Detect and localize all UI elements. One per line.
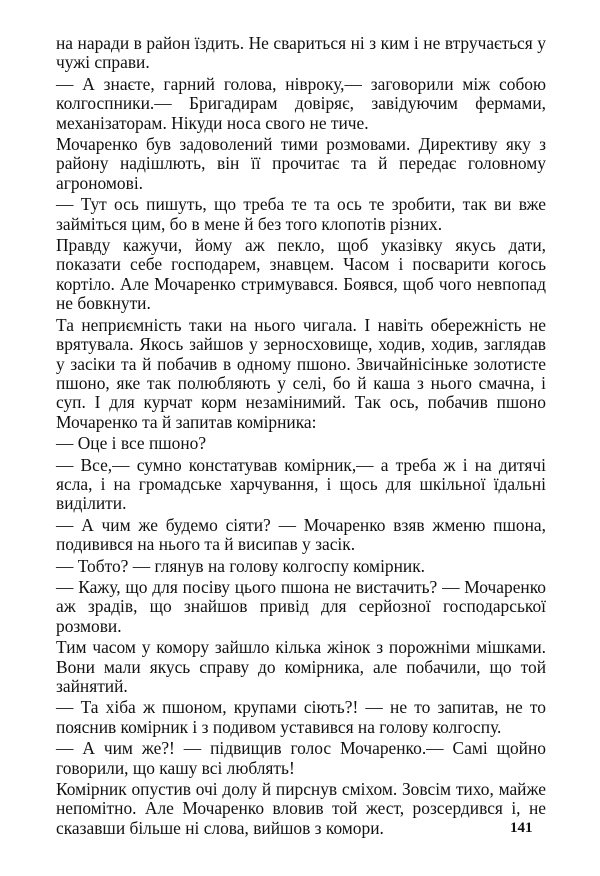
paragraph: Комірник опустив очі долу й пирснув сміхом. Зовсім тихо, майже непомітно. Але Мочаренко вловив той жест, розсердився і, не сказавши більше ні слова, вийшов з комори.: [56, 779, 546, 838]
page-text: [56, 34, 546, 840]
paragraph: — Та хіба ж пшоном, крупами сіють?! — не то запитав, не то пояснив комірник і з подивом уставився на голову колгоспу.: [56, 697, 546, 737]
paragraph: — Кажу, що для посіву цього пшона не вистачить? — Мочаренко аж зрадів, що знайшов привід для серйозної господарської розмови.: [56, 576, 546, 636]
paragraph: — А знаєте, гарний голова, нівроку,— заговорили між собою колгоспники.— Бригадирам довіряє, завідуючим фермами, механізаторам. Нікуди носа свого не тиче.: [56, 73, 546, 133]
paragraph: — А чим же будемо сіяти? — Мочаренко взяв жменю пшона, подивився на нього та й висипав у засік.: [56, 514, 546, 555]
paragraph: Та неприємність таки на нього чигала. І навіть обережність не врятувала. Якось зайшов у зерносховище, ходив, ходив, заглядав у засіки та й побачив в одному пшоно. Звичайнісіньке золотисте пшоно, яке так полюбляють у селі, бо й каша з нього смачна, і суп. І для курчат корм незамінимий. Так ось, побачив пшоно Мочаренко та й запитав комірника:: [56, 314, 546, 432]
paragraph: Правду кажучи, йому аж пекло, щоб указівку якусь дати, показати себе господарем, знавцем. Часом і посварити когось кортіло. Але Мочаренко стримувався. Боявся, щоб чого невпопад не бовкнути.: [56, 235, 546, 314]
paragraph: Тим часом у комору зайшло кілька жінок з порожніми мішками. Вони мали якусь справу до комірника, але побачили, що той зайнятий.: [56, 637, 546, 696]
paragraph: — Оце і все пшоно?: [56, 433, 207, 454]
paragraph: на наради в район їздить. Не свариться ні з ким і не втручається у чужі справи.: [56, 33, 546, 73]
paragraph: Мочаренко був задоволений тими розмовами. Директиву яку з району надішлють, він її прочитає та й передає головному агрономові.: [56, 134, 546, 193]
paragraph: — Все,— сумно констатував комірник,— а треба ж і на дитячі ясла, і на громадське харчування, і щось для шкільної їдальні виділити.: [56, 454, 546, 514]
paragraph: — Тут ось пишуть, що треба те та ось те зробити, так ви вже займіться цим, бо в мене й без того клопотів різних.: [56, 194, 546, 234]
page-number: 141: [510, 820, 533, 836]
paragraph: — А чим же?! — підвищив голос Мочаренко.— Самі щойно говорили, що кашу всі люблять!: [56, 738, 546, 778]
paragraph: — Тобто? — глянув на голову колгоспу комірник.: [56, 555, 426, 576]
